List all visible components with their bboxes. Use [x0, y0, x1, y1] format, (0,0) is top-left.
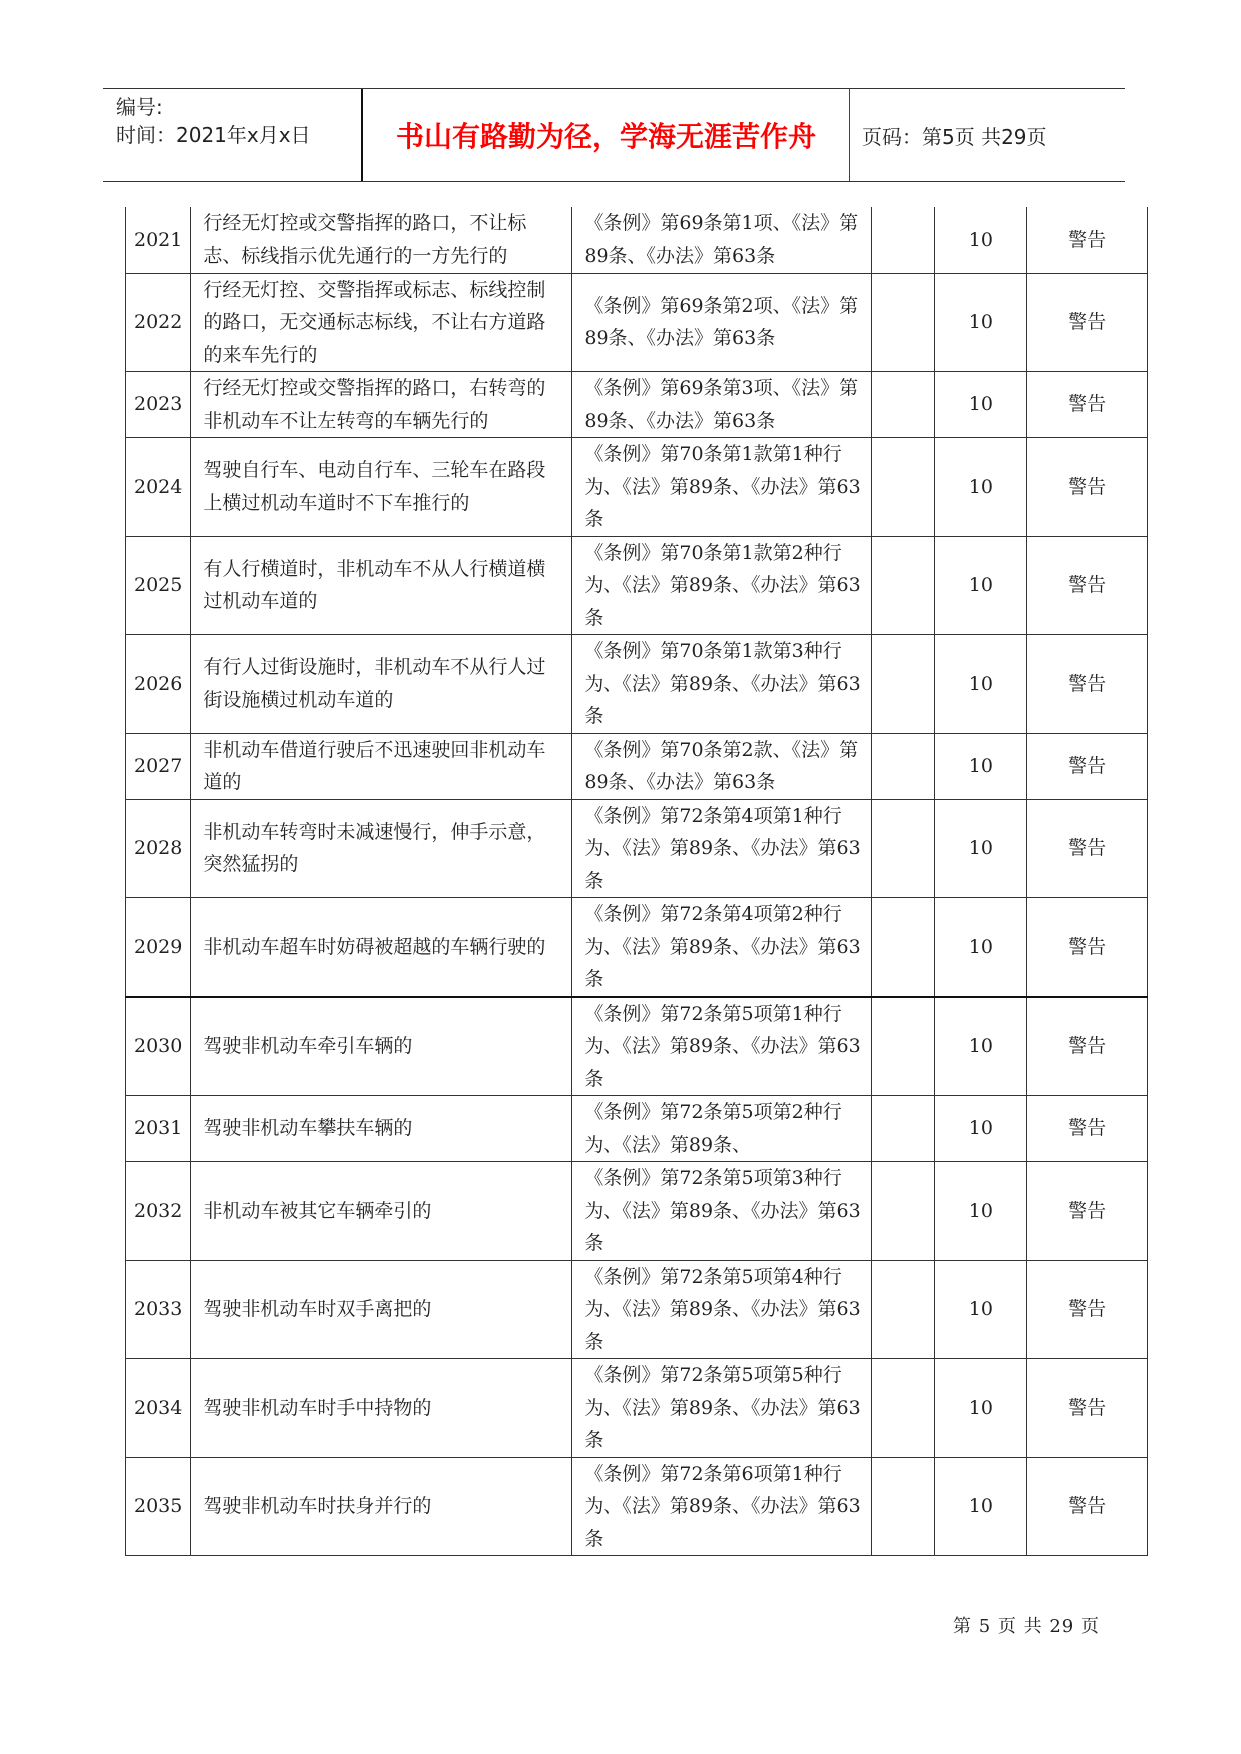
violation-description: 行经无灯控或交警指挥的路口，右转弯的非机动车不让左转弯的车辆先行的 — [191, 372, 572, 438]
violation-description: 驾驶非机动车时双手离把的 — [191, 1260, 572, 1359]
violation-code: 2031 — [126, 1096, 191, 1162]
points-value: 10 — [935, 733, 1027, 799]
violation-description: 非机动车超车时妨碍被超越的车辆行驶的 — [191, 898, 572, 997]
table-row — [126, 799, 1148, 898]
violation-description: 驾驶非机动车攀扶车辆的 — [191, 1096, 572, 1162]
table-row — [126, 1096, 1148, 1162]
legal-basis: 《条例》第70条第2款、《法》第89条、《办法》第63条 — [572, 733, 872, 799]
penalty-value: 警告 — [1027, 1162, 1148, 1261]
empty-cell — [872, 1162, 935, 1261]
points-value: 10 — [935, 438, 1027, 537]
violation-description: 驾驶非机动车时扶身并行的 — [191, 1457, 572, 1556]
legal-basis: 《条例》第72条第4项第2种行为、《法》第89条、《办法》第63条 — [572, 898, 872, 997]
points-value: 10 — [935, 536, 1027, 635]
page-header — [103, 88, 1125, 182]
points-value: 10 — [935, 207, 1027, 273]
legal-basis: 《条例》第72条第4项第1种行为、《法》第89条、《办法》第63条 — [572, 799, 872, 898]
violation-description: 驾驶非机动车牵引车辆的 — [191, 997, 572, 1096]
empty-cell — [872, 207, 935, 273]
points-value: 10 — [935, 273, 1027, 372]
legal-basis: 《条例》第72条第5项第1种行为、《法》第89条、《办法》第63条 — [572, 997, 872, 1096]
violation-description: 驾驶自行车、电动自行车、三轮车在路段上横过机动车道时不下车推行的 — [191, 438, 572, 537]
violation-description: 非机动车借道行驶后不迅速驶回非机动车道的 — [191, 733, 572, 799]
penalty-value: 警告 — [1027, 1260, 1148, 1359]
penalty-value: 警告 — [1027, 438, 1148, 537]
violation-description: 有人行横道时，非机动车不从人行横道横过机动车道的 — [191, 536, 572, 635]
empty-cell — [872, 898, 935, 997]
empty-cell — [872, 536, 935, 635]
legal-basis: 《条例》第69条第3项、《法》第89条、《办法》第63条 — [572, 372, 872, 438]
empty-cell — [872, 997, 935, 1096]
legal-basis: 《条例》第72条第5项第2种行为、《法》第89条、 — [572, 1096, 872, 1162]
violation-code: 2025 — [126, 536, 191, 635]
points-value: 10 — [935, 1096, 1027, 1162]
violation-description: 行经无灯控或交警指挥的路口，不让标志、标线指示优先通行的一方先行的 — [191, 207, 572, 273]
points-value: 10 — [935, 799, 1027, 898]
page-footer: 第 5 页 共 29 页 — [953, 1616, 1100, 1637]
violation-code: 2022 — [126, 273, 191, 372]
empty-cell — [872, 733, 935, 799]
table-row — [126, 1260, 1148, 1359]
points-value: 10 — [935, 1162, 1027, 1261]
table-row — [126, 635, 1148, 734]
violation-description: 行经无灯控、交警指挥或标志、标线控制的路口，无交通标志标线，不让右方道路的来车先行的 — [191, 273, 572, 372]
penalty-value: 警告 — [1027, 536, 1148, 635]
penalty-value: 警告 — [1027, 997, 1148, 1096]
legal-basis: 《条例》第72条第5项第4种行为、《法》第89条、《办法》第63条 — [572, 1260, 872, 1359]
table-row — [126, 1162, 1148, 1261]
points-value: 10 — [935, 898, 1027, 997]
violation-code: 2021 — [126, 207, 191, 273]
penalty-value: 警告 — [1027, 898, 1148, 997]
table-row — [126, 1359, 1148, 1458]
violation-description: 驾驶非机动车时手中持物的 — [191, 1359, 572, 1458]
legal-basis: 《条例》第70条第1款第1种行为、《法》第89条、《办法》第63条 — [572, 438, 872, 537]
violation-code: 2026 — [126, 635, 191, 734]
violation-code: 2028 — [126, 799, 191, 898]
points-value: 10 — [935, 1359, 1027, 1458]
header-meta — [103, 89, 363, 181]
legal-basis: 《条例》第69条第2项、《法》第89条、《办法》第63条 — [572, 273, 872, 372]
empty-cell — [872, 372, 935, 438]
table-row — [126, 207, 1148, 273]
penalty-value: 警告 — [1027, 733, 1148, 799]
empty-cell — [872, 1096, 935, 1162]
points-value: 10 — [935, 635, 1027, 734]
table-row — [126, 1457, 1148, 1556]
penalty-value: 警告 — [1027, 273, 1148, 372]
empty-cell — [872, 1457, 935, 1556]
violation-description: 有行人过街设施时，非机动车不从行人过街设施横过机动车道的 — [191, 635, 572, 734]
violation-description: 非机动车被其它车辆牵引的 — [191, 1162, 572, 1261]
table-row — [126, 273, 1148, 372]
empty-cell — [872, 635, 935, 734]
legal-basis: 《条例》第72条第5项第3种行为、《法》第89条、《办法》第63条 — [572, 1162, 872, 1261]
violation-code: 2027 — [126, 733, 191, 799]
header-motto: 书山有路勤为径，学海无涯苦作舟 — [363, 89, 850, 181]
penalty-value: 警告 — [1027, 372, 1148, 438]
table-row — [126, 372, 1148, 438]
penalty-value: 警告 — [1027, 1096, 1148, 1162]
points-value: 10 — [935, 997, 1027, 1096]
table-row — [126, 438, 1148, 537]
penalty-value: 警告 — [1027, 1457, 1148, 1556]
empty-cell — [872, 273, 935, 372]
empty-cell — [872, 1359, 935, 1458]
table-row — [126, 536, 1148, 635]
penalty-value: 警告 — [1027, 207, 1148, 273]
legal-basis: 《条例》第70条第1款第2种行为、《法》第89条、《办法》第63条 — [572, 536, 872, 635]
legal-basis: 《条例》第69条第1项、《法》第89条、《办法》第63条 — [572, 207, 872, 273]
header-page-number: 页码：第5页 共29页 — [862, 124, 1047, 149]
points-value: 10 — [935, 372, 1027, 438]
points-value: 10 — [935, 1260, 1027, 1359]
time-label: 时间：2021年x月x日 — [116, 123, 311, 147]
table-row — [126, 733, 1148, 799]
violation-code: 2034 — [126, 1359, 191, 1458]
legal-basis: 《条例》第70条第1款第3种行为、《法》第89条、《办法》第63条 — [572, 635, 872, 734]
violation-table — [125, 207, 1148, 1556]
violation-description: 非机动车转弯时未减速慢行，伸手示意，突然猛拐的 — [191, 799, 572, 898]
violation-code: 2023 — [126, 372, 191, 438]
table-row — [126, 898, 1148, 997]
table-row — [126, 997, 1148, 1096]
points-value: 10 — [935, 1457, 1027, 1556]
empty-cell — [872, 1260, 935, 1359]
violation-code: 2032 — [126, 1162, 191, 1261]
violation-code: 2033 — [126, 1260, 191, 1359]
violation-code: 2030 — [126, 997, 191, 1096]
penalty-value: 警告 — [1027, 1359, 1148, 1458]
violation-code: 2035 — [126, 1457, 191, 1556]
empty-cell — [872, 438, 935, 537]
violation-code: 2029 — [126, 898, 191, 997]
penalty-value: 警告 — [1027, 799, 1148, 898]
legal-basis: 《条例》第72条第6项第1种行为、《法》第89条、《办法》第63条 — [572, 1457, 872, 1556]
violation-code: 2024 — [126, 438, 191, 537]
empty-cell — [872, 799, 935, 898]
legal-basis: 《条例》第72条第5项第5种行为、《法》第89条、《办法》第63条 — [572, 1359, 872, 1458]
penalty-value: 警告 — [1027, 635, 1148, 734]
serial-label: 编号: — [116, 95, 163, 119]
